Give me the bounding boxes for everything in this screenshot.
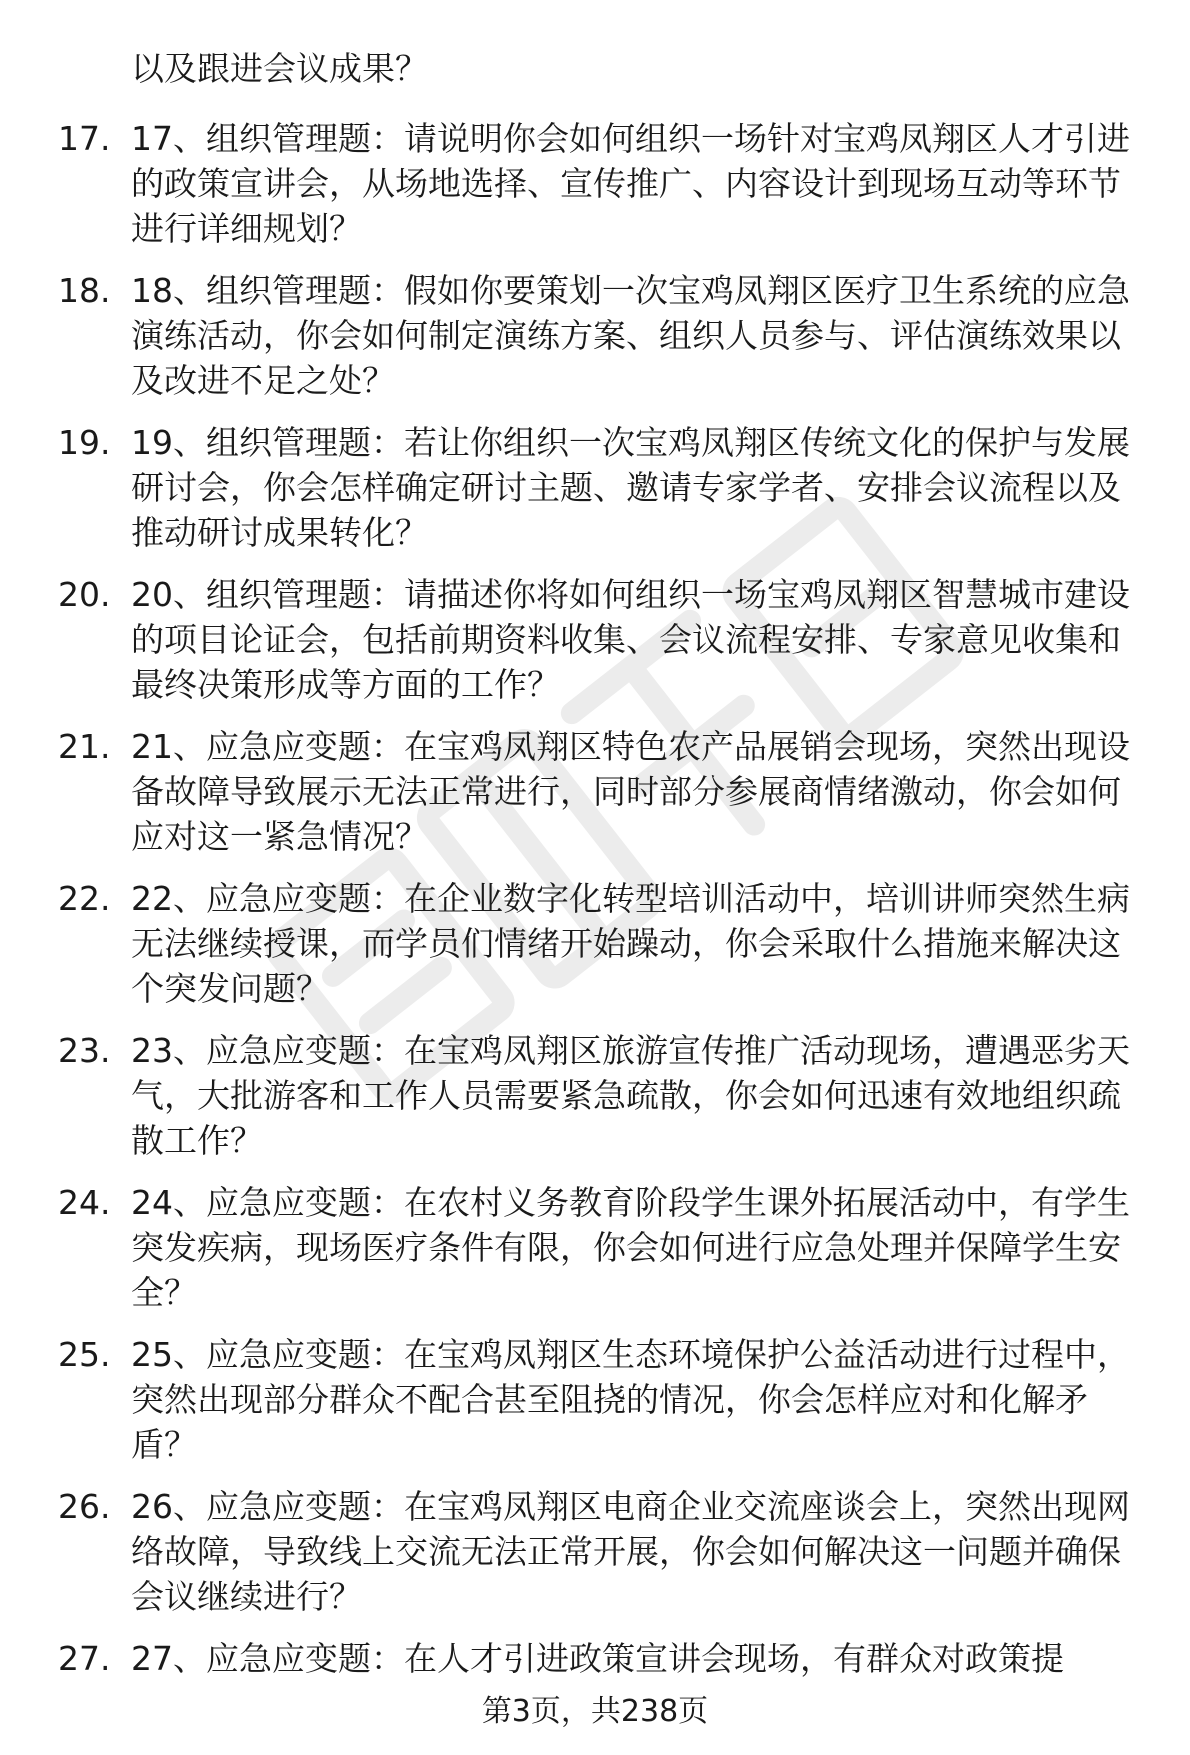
item-text: 19、组织管理题：若让你组织一次宝鸡凤翔区传统文化的保护与发展研讨会，你会怎样确定研讨主题、邀请专家学者、安排会议流程以及推动研讨成果转化？ xyxy=(131,423,1130,552)
item-number: 25. xyxy=(58,1335,111,1374)
list-item xyxy=(0,572,1190,724)
list-item xyxy=(0,1180,1190,1332)
item-text: 21、应急应变题：在宝鸡凤翔区特色农产品展销会现场，突然出现设备故障导致展示无法正常进行，同时部分参展商情绪激动，你会如何应对这一紧急情况？ xyxy=(131,727,1130,856)
list-item xyxy=(0,268,1190,420)
list-item xyxy=(0,1028,1190,1180)
item-text: 22、应急应变题：在企业数字化转型培训活动中，培训讲师突然生病无法继续授课，而学员们情绪开始躁动，你会采取什么措施来解决这个突发问题？ xyxy=(131,879,1130,1008)
list-item xyxy=(0,420,1190,572)
question-list xyxy=(0,116,1190,1696)
page-footer: 第3页，共238页 xyxy=(481,1694,709,1729)
item-text: 18、组织管理题：假如你要策划一次宝鸡凤翔区医疗卫生系统的应急演练活动，你会如何制定演练方案、组织人员参与、评估演练效果以及改进不足之处？ xyxy=(131,271,1130,400)
item-text: 25、应急应变题：在宝鸡凤翔区生态环境保护公益活动进行过程中，突然出现部分群众不配合甚至阻挠的情况，你会怎样应对和化解矛盾？ xyxy=(131,1335,1130,1464)
item-text: 17、组织管理题：请说明你会如何组织一场针对宝鸡凤翔区人才引进的政策宣讲会，从场地选择、宣传推广、内容设计到现场互动等环节进行详细规划？ xyxy=(131,119,1130,248)
continuation-line: 以及跟进会议成果？ xyxy=(131,49,428,88)
list-item xyxy=(0,876,1190,1028)
list-item xyxy=(0,116,1190,268)
item-number: 23. xyxy=(58,1031,111,1070)
item-number: 24. xyxy=(58,1183,111,1222)
list-item xyxy=(0,1484,1190,1636)
item-number: 18. xyxy=(58,271,111,310)
item-text: 20、组织管理题：请描述你将如何组织一场宝鸡凤翔区智慧城市建设的项目论证会，包括前期资料收集、会议流程安排、专家意见收集和最终决策形成等方面的工作？ xyxy=(131,575,1130,704)
item-number: 17. xyxy=(58,119,111,158)
list-item xyxy=(0,1332,1190,1484)
item-text: 26、应急应变题：在宝鸡凤翔区电商企业交流座谈会上，突然出现网络故障，导致线上交流无法正常开展，你会如何解决这一问题并确保会议继续进行？ xyxy=(131,1487,1130,1616)
item-number: 22. xyxy=(58,879,111,918)
item-text: 24、应急应变题：在农村义务教育阶段学生课外拓展活动中，有学生突发疾病，现场医疗条件有限，你会如何进行应急处理并保障学生安全？ xyxy=(131,1183,1130,1312)
item-number: 27. xyxy=(58,1639,111,1678)
item-text: 27、应急应变题：在人才引进政策宣讲会现场，有群众对政策提 xyxy=(131,1639,1064,1678)
item-number: 26. xyxy=(58,1487,111,1526)
item-number: 19. xyxy=(58,423,111,462)
list-item xyxy=(0,1636,1190,1696)
item-text: 23、应急应变题：在宝鸡凤翔区旅游宣传推广活动现场，遭遇恶劣天气，大批游客和工作人员需要紧急疏散，你会如何迅速有效地组织疏散工作？ xyxy=(131,1031,1130,1160)
list-item xyxy=(0,724,1190,876)
item-number: 21. xyxy=(58,727,111,766)
item-number: 20. xyxy=(58,575,111,614)
